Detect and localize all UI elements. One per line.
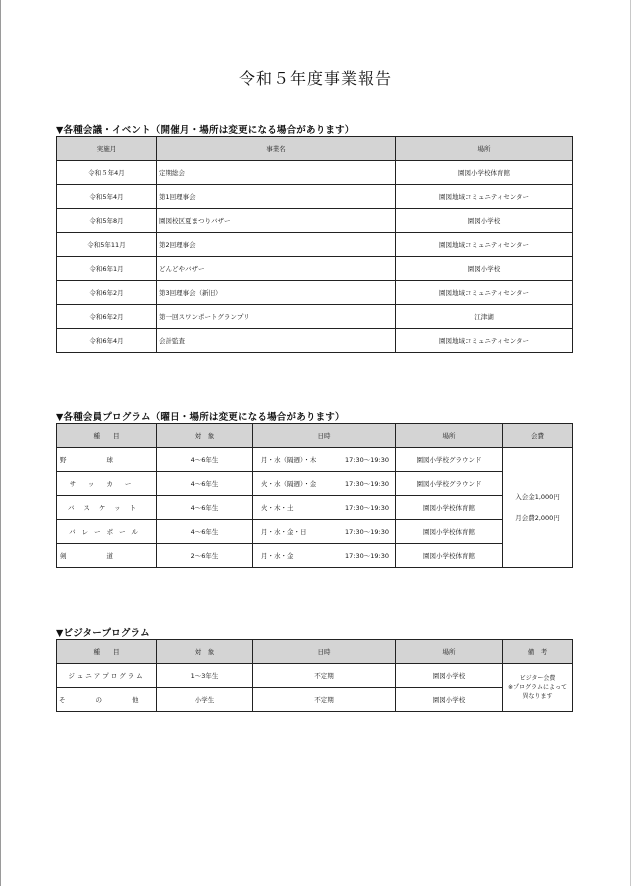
program-name: その他 [57,688,157,712]
sport-days: 月・水・金・日 [261,528,307,536]
page-edge [0,0,1,886]
sport-time: 17:30～19:30 [345,504,389,512]
header-target: 対 象 [157,424,253,448]
table-header-row [57,137,573,161]
table-row [57,185,573,209]
sport-name: バスケット [57,496,157,520]
sport-target: 4～6年生 [157,448,253,472]
table-row [57,472,573,496]
table-row [57,664,573,688]
event-month: 令和6年1月 [57,257,157,281]
event-month: 令和5年8月 [57,209,157,233]
sport-target: 4～6年生 [157,472,253,496]
notes-cell [503,664,573,712]
event-place: 園図小学校体育館 [396,161,573,185]
table-row [57,161,573,185]
event-name: 定期総会 [157,161,396,185]
event-month: 令和6年2月 [57,305,157,329]
sport-name: 野球 [57,448,157,472]
header-place: 場所 [396,137,573,161]
members-table [56,423,573,568]
sport-name: サッカー [57,472,157,496]
table-row [57,329,573,353]
event-place: 園図小学校 [396,257,573,281]
table-header-row [57,424,573,448]
header-notes: 備 考 [503,640,573,664]
visitors-table [56,639,573,712]
event-month: 令和6年2月 [57,281,157,305]
sport-schedule [253,544,396,568]
sport-name: 剣道 [57,544,157,568]
sport-schedule [253,496,396,520]
sport-name: バレーボール [57,520,157,544]
visitor-note: ※プログラムによって [508,683,567,691]
program-place: 園図小学校 [396,688,503,712]
table-row [57,496,573,520]
table-row [57,544,573,568]
table-row [57,448,573,472]
table-row [57,209,573,233]
event-place: 園図地域コミュニティセンター [396,281,573,305]
sport-time: 17:30～19:30 [345,480,389,488]
header-schedule: 日時 [253,424,396,448]
program-schedule: 不定期 [253,688,396,712]
sport-schedule [253,520,396,544]
event-place: 園図地域コミュニティセンター [396,329,573,353]
sport-place: 園図小学校体育館 [396,544,503,568]
header-target: 対 象 [157,640,253,664]
sport-target: 2～6年生 [157,544,253,568]
table-row [57,233,573,257]
sport-days: 月・水・金 [261,552,294,560]
fee-cell [503,448,573,568]
event-place: 園図地域コミュニティセンター [396,185,573,209]
event-name: 第1回理事会 [157,185,396,209]
program-schedule: 不定期 [253,664,396,688]
sport-place: 園図小学校グラウンド [396,472,503,496]
program-target: 1～3年生 [157,664,253,688]
event-month: 令和6年4月 [57,329,157,353]
table-row [57,257,573,281]
sport-schedule [253,472,396,496]
header-event-name: 事業名 [157,137,396,161]
header-fee: 会費 [503,424,573,448]
visitors-heading: ▼ビジタープログラム [56,628,150,639]
sport-schedule [253,448,396,472]
event-name: 第3回理事会（新旧） [157,281,396,305]
monthly-fee: 月会費2,000円 [515,513,560,522]
header-place: 場所 [396,640,503,664]
header-schedule: 日時 [253,640,396,664]
event-month: 令和5年11月 [57,233,157,257]
event-place: 江津湖 [396,305,573,329]
table-row [57,520,573,544]
event-name: 第一回スワンポートグランプリ [157,305,396,329]
event-name: 第2回理事会 [157,233,396,257]
event-name: 園図校区夏まつりバザー [157,209,396,233]
event-month: 令和5年4月 [57,185,157,209]
table-row [57,281,573,305]
event-place: 園図小学校 [396,209,573,233]
header-month: 実施月 [57,137,157,161]
sport-time: 17:30～19:30 [345,528,389,536]
sport-target: 4～6年生 [157,496,253,520]
event-month: 令和５年4月 [57,161,157,185]
visitor-fee: ビジター会費 [519,674,556,682]
sport-days: 火・木・土 [261,504,294,512]
sport-place: 園図小学校体育館 [396,520,503,544]
page-title: 令和５年度事業報告 [238,69,392,88]
sport-place: 園図小学校グラウンド [396,448,503,472]
members-heading: ▼各種会員プログラム（曜日・場所は変更になる場合があります） [56,412,345,423]
sport-days: 月・水（隔週）・木 [261,456,317,464]
sport-days: 火・水（隔週）・金 [261,480,317,488]
visitor-note: 異なります [522,693,553,701]
entrance-fee: 入会金1,000円 [515,493,560,502]
table-row [57,688,573,712]
table-row [57,305,573,329]
sport-target: 4～6年生 [157,520,253,544]
events-heading: ▼各種会議・イベント（開催月・場所は変更になる場合があります） [56,125,355,136]
program-place: 園図小学校 [396,664,503,688]
sport-time: 17:30～19:30 [345,456,389,464]
events-table [56,136,573,353]
sport-time: 17:30～19:30 [345,552,389,560]
header-sport: 種 目 [57,424,157,448]
event-place: 園図地域コミュニティセンター [396,233,573,257]
event-name: 会計監査 [157,329,396,353]
program-name: ジュニアプログラム [57,664,157,688]
table-header-row [57,640,573,664]
sport-place: 園図小学校体育館 [396,496,503,520]
header-place: 場所 [396,424,503,448]
program-target: 小学生 [157,688,253,712]
event-name: どんどやバザー [157,257,396,281]
header-program: 種 目 [57,640,157,664]
